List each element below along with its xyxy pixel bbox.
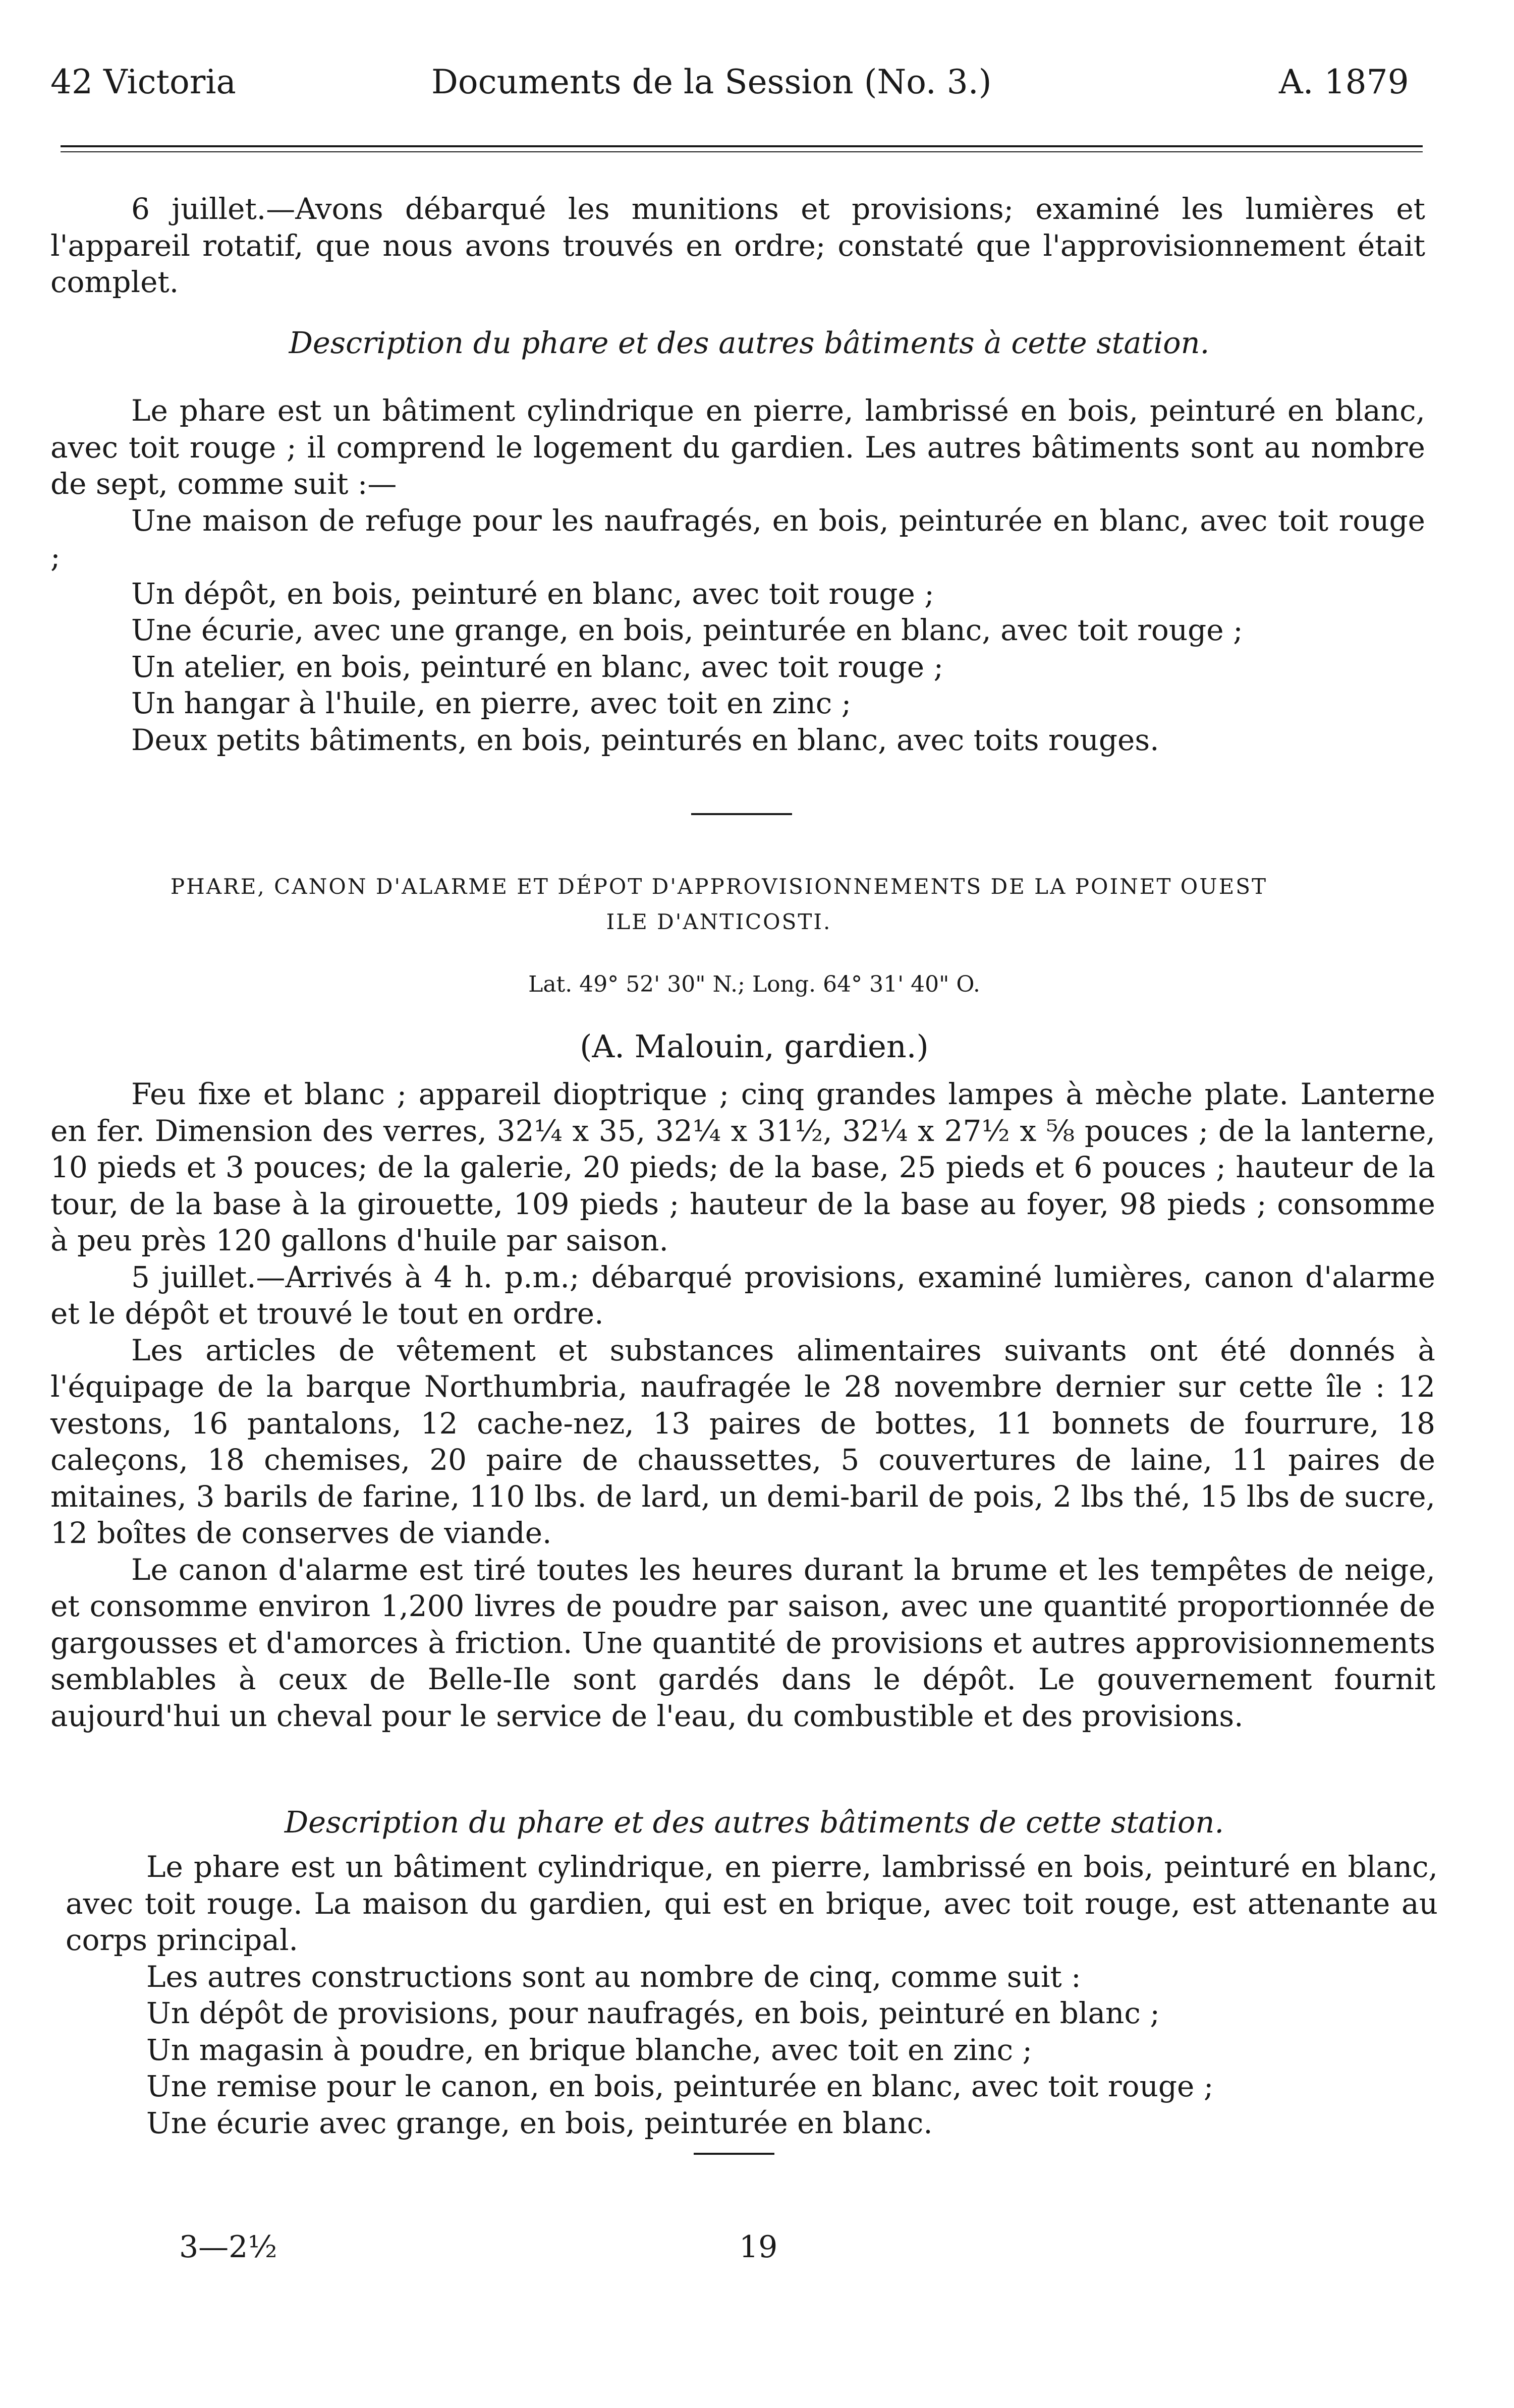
header-rule-top <box>61 145 1423 147</box>
footer-signature: 3—2½ <box>179 2229 277 2265</box>
section1-body <box>50 392 1425 758</box>
header-center: Documents de la Session (No. 3.) <box>431 63 992 101</box>
list-item: Un dépôt de provisions, pour naufragés, en bois, peinturé en blanc ; <box>146 1996 1160 2030</box>
list-item: Un dépôt, en bois, peinturé en blanc, avec toit rouge ; <box>131 576 934 611</box>
page-number: 19 <box>739 2229 778 2265</box>
section2-keeper: (A. Malouin, gardien.) <box>580 1028 929 1065</box>
section2-title-line1: PHARE, CANON D'ALARME ET DÉPOT D'APPROVISIONNEMENTS DE LA POINET OUEST <box>170 874 1268 899</box>
list-item: Deux petits bâtiments, en bois, peinturés en blanc, avec toits rouges. <box>131 722 1159 757</box>
list-item: Un hangar à l'huile, en pierre, avec toit en zinc ; <box>131 686 852 720</box>
list-item: Un magasin à poudre, en brique blanche, avec toit en zinc ; <box>146 2032 1033 2067</box>
header-rule-bottom <box>61 151 1423 152</box>
section2-body <box>50 1076 1435 1734</box>
paragraph: Le canon d'alarme est tiré toutes les heures durant la brume et les tempêtes de neige, et consomme environ 1,200 livres de poudre par saison, avec une quantité proportionnée de gargousses et d'amorces à friction. Une quantité de provisions et autres approvisionnements semblables à ceux de Belle-Ile sont gardés dans le dépôt. Le gouvernement fournit aujourd'hui un cheval pour le service de l'eau, du combustible et des provisions. <box>50 1552 1435 1733</box>
section2-caption: Description du phare et des autres bâtiments de cette station. <box>284 1805 1224 1840</box>
footer-divider <box>694 2153 774 2155</box>
section2-coordinates: Lat. 49° 52' 30" N.; Long. 64° 31' 40" O. <box>528 971 980 997</box>
header-right: A. 1879 <box>1279 63 1409 101</box>
section2-title-line2: ILE D'ANTICOSTI. <box>606 909 832 934</box>
paragraph: 5 juillet.—Arrivés à 4 h. p.m.; débarqué provisions, examiné lumières, canon d'alarme et le dépôt et trouvé le tout en ordre. <box>50 1259 1435 1331</box>
list-item: Une maison de refuge pour les naufragés, en bois, peinturée en blanc, avec toit rouge ; <box>50 503 1425 574</box>
list-item: Une écurie avec grange, en bois, peinturée en blanc. <box>146 2105 933 2140</box>
paragraph: Les articles de vêtement et substances alimentaires suivants ont été donnés à l'équipage de la barque Northumbria, naufragée le 28 novembre dernier sur cette île : 12 vestons, 16 pantalons, 12 cache-nez, 13 paires de bottes, 11 bonnets de fourrure, 18 caleçons, 18 chemises, 20 paire de chaussettes, 5 couvertures de laine, 11 paires de mitaines, 3 barils de farine, 110 lbs. de lard, un demi-baril de pois, 2 lbs thé, 15 lbs de sucre, 12 boîtes de conserves de viande. <box>50 1333 1435 1550</box>
section2-description <box>66 1849 1438 2141</box>
paragraph: Feu fixe et blanc ; appareil dioptrique ; cinq grandes lampes à mèche plate. Lanterne en fer. Dimension des verres, 32¼ x 35, 32¼ x 31½, 32¼ x 27½ x ⅝ pouces ; de la lanterne, 10 pieds et 3 pouces; de la galerie, 20 pieds; de la base, 25 pieds et 6 pouces ; hauteur de la tour, de la base à la girouette, 109 pieds ; hauteur de la base au foyer, 98 pieds ; consomme à peu près 120 gallons d'huile par saison. <box>50 1077 1435 1257</box>
paragraph: Les autres constructions sont au nombre de cinq, comme suit : <box>146 1959 1081 1994</box>
section1-caption: Description du phare et des autres bâtiments à cette station. <box>289 325 1210 360</box>
section-divider <box>691 813 792 815</box>
header-left: 42 Victoria <box>50 63 236 101</box>
list-item: Un atelier, en bois, peinturé en blanc, avec toit rouge ; <box>131 649 944 684</box>
paragraph: Le phare est un bâtiment cylindrique, en pierre, lambrissé en bois, peinturé en blanc, avec toit rouge. La maison du gardien, qui est en brique, avec toit rouge, est attenante au corps principal. <box>66 1850 1438 1957</box>
section1-intro-block <box>50 191 1425 301</box>
section1-paragraph: Le phare est un bâtiment cylindrique en pierre, lambrissé en bois, peinturé en blanc, avec toit rouge ; il comprend le logement du gardien. Les autres bâtiments sont au nombre de sept, comme suit :— <box>50 393 1425 501</box>
list-item: Une écurie, avec une grange, en bois, peinturée en blanc, avec toit rouge ; <box>131 613 1243 647</box>
list-item: Une remise pour le canon, en bois, peinturée en blanc, avec toit rouge ; <box>146 2069 1214 2103</box>
section1-intro: 6 juillet.—Avons débarqué les munitions et provisions; examiné les lumières et l'appareil rotatif, que nous avons trouvés en ordre; constaté que l'approvisionnement était complet. <box>50 192 1425 299</box>
